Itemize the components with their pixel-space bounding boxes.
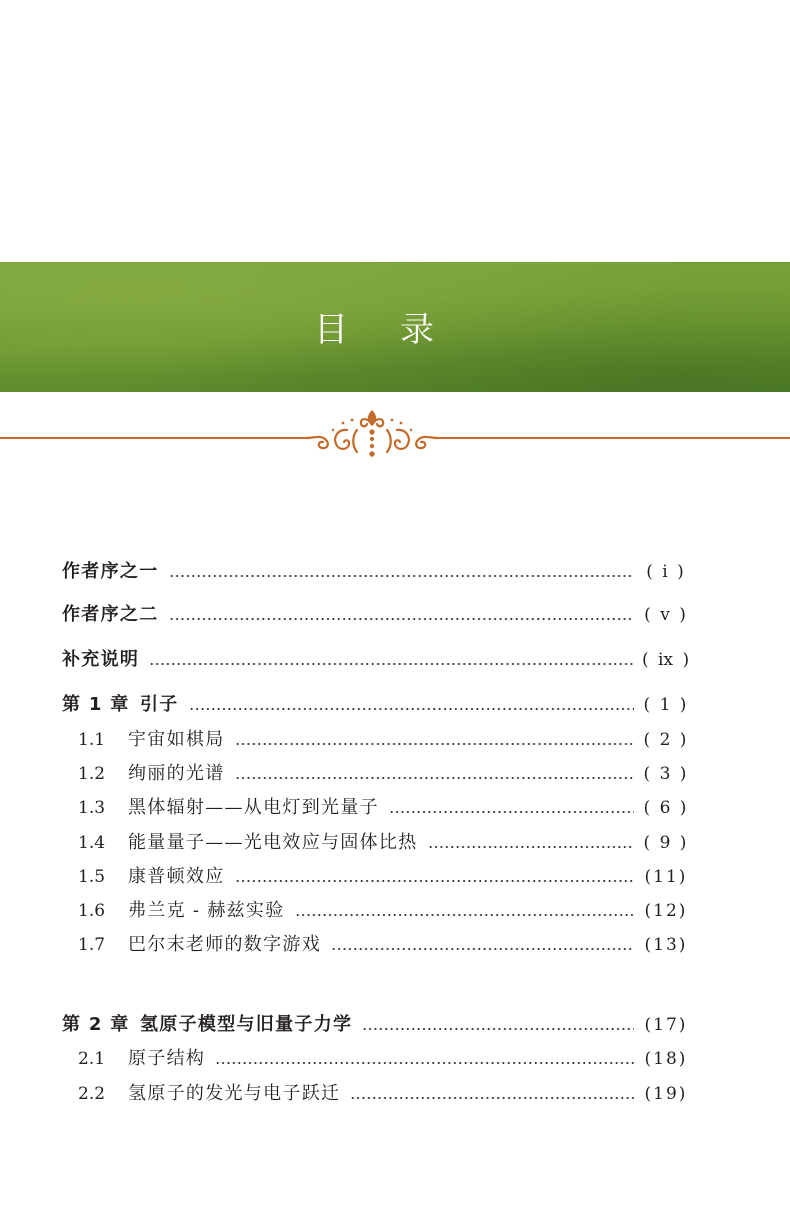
toc-chapter-entry bbox=[62, 1012, 690, 1038]
section-number: 1.6 bbox=[78, 901, 106, 921]
toc-page-number: ( ⅰ ) bbox=[646, 562, 686, 582]
toc-section-entry bbox=[78, 898, 690, 924]
toc-leader bbox=[362, 1015, 634, 1035]
toc-section-entry bbox=[78, 761, 690, 787]
toc-page-number: ( 3 ) bbox=[643, 764, 689, 784]
page-title-char: 录 bbox=[400, 310, 434, 350]
toc-leader bbox=[295, 901, 634, 921]
toc-leader bbox=[331, 935, 634, 955]
toc-chapter-entry bbox=[62, 692, 690, 718]
toc-page-number: (11) bbox=[644, 867, 688, 887]
toc-entry bbox=[62, 647, 690, 673]
section-title: 原子结构 bbox=[128, 1048, 206, 1069]
toc-leader bbox=[389, 798, 634, 818]
chapter-title: 氢原子模型与旧量子力学 bbox=[140, 1014, 353, 1035]
toc-page-number: ( 9 ) bbox=[643, 833, 689, 853]
toc-leader bbox=[189, 695, 634, 715]
ornament-divider bbox=[0, 408, 790, 468]
section-title: 氢原子的发光与电子跃迁 bbox=[128, 1083, 341, 1104]
toc-leader bbox=[235, 730, 635, 750]
section-title: 宇宙如棋局 bbox=[128, 729, 225, 750]
section-title: 康普顿效应 bbox=[128, 866, 225, 887]
page-title-char: 目 bbox=[314, 310, 348, 350]
section-number: 1.4 bbox=[78, 833, 106, 853]
chapter-label: 第 2 章 bbox=[62, 1014, 130, 1035]
toc-page-number: ( ⅴ ) bbox=[644, 605, 688, 625]
toc-entry-title: 补充说明 bbox=[62, 649, 140, 670]
toc-page-number: (13) bbox=[644, 935, 688, 955]
toc-leader bbox=[428, 833, 635, 853]
toc-section-entry bbox=[78, 727, 690, 753]
toc-entry-title: 作者序之二 bbox=[62, 604, 159, 625]
toc-page-number: (19) bbox=[644, 1084, 688, 1104]
title-banner bbox=[0, 262, 790, 392]
toc-leader bbox=[169, 605, 635, 625]
chapter-label: 第 1 章 bbox=[62, 694, 130, 715]
section-title: 能量量子——光电效应与固体比热 bbox=[128, 832, 418, 853]
section-number: 2.2 bbox=[78, 1084, 106, 1104]
toc-section-entry bbox=[78, 932, 690, 958]
section-title: 绚丽的光谱 bbox=[128, 763, 225, 784]
section-title: 黑体辐射——从电灯到光量子 bbox=[128, 797, 379, 818]
toc-leader bbox=[235, 764, 635, 784]
toc-leader bbox=[169, 562, 635, 582]
section-number: 2.1 bbox=[78, 1049, 106, 1069]
flourish-icon bbox=[306, 419, 370, 452]
toc-entry-title: 作者序之一 bbox=[62, 561, 159, 582]
toc-page-number: ( 6 ) bbox=[643, 798, 689, 818]
section-number: 1.2 bbox=[78, 764, 106, 784]
toc-page-number: (17) bbox=[644, 1015, 688, 1035]
toc-section-entry bbox=[78, 1081, 690, 1107]
toc-section-entry bbox=[78, 1046, 690, 1072]
toc-page-number: ( 2 ) bbox=[643, 730, 689, 750]
toc-section-entry bbox=[78, 830, 690, 856]
toc-page-number: (18) bbox=[644, 1049, 688, 1069]
section-number: 1.5 bbox=[78, 867, 106, 887]
toc-leader bbox=[350, 1084, 634, 1104]
toc-page-number: (12) bbox=[644, 901, 688, 921]
toc-section-entry bbox=[78, 795, 690, 821]
chapter-title: 引子 bbox=[140, 694, 179, 715]
flourish-icon bbox=[374, 419, 438, 452]
section-title: 巴尔末老师的数字游戏 bbox=[128, 934, 321, 955]
toc-leader bbox=[215, 1049, 634, 1069]
toc-leader bbox=[235, 867, 635, 887]
section-title: 弗兰克 - 赫兹实验 bbox=[128, 900, 285, 921]
toc-page-number: ( 1 ) bbox=[643, 695, 689, 715]
fleur-icon bbox=[368, 410, 376, 457]
toc-leader bbox=[149, 650, 634, 670]
toc-page-number: ( ⅸ ) bbox=[642, 650, 692, 670]
toc-section-entry bbox=[78, 864, 690, 890]
section-number: 1.3 bbox=[78, 798, 106, 818]
section-number: 1.1 bbox=[78, 730, 106, 750]
toc-entry bbox=[62, 559, 690, 585]
section-number: 1.7 bbox=[78, 935, 106, 955]
toc-entry bbox=[62, 602, 690, 628]
